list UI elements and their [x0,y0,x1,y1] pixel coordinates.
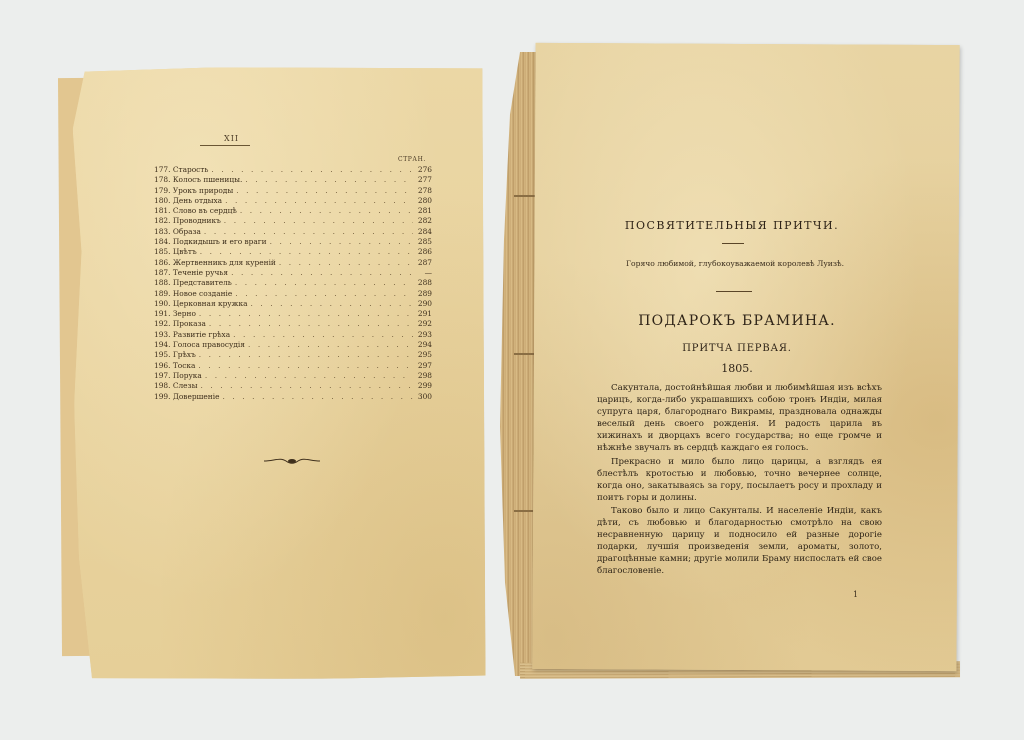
toc-entry: 193. Развитіе грѣха . . . 293 [154,330,432,340]
toc-entry: 199. Довершеніе . . . 300 [154,392,432,402]
toc-entry: 181. Слово въ сердцѣ . . . 281 [154,206,432,216]
left-header-rule [200,145,250,146]
toc-entry: 185. Цвѣтъ . . . 286 [154,247,432,257]
page-number: 1 [853,590,859,599]
story-title: ПОДАРОКЪ БРАМИНА. [638,313,836,329]
toc-entry: 184. Подкидышъ и его враги . . . 285 [154,237,432,247]
dedication-line: Горячо любимой, глубокоуважаемой королевѣ Луизѣ. [626,259,844,268]
toc-entry: 191. Зерно . . . 291 [154,309,432,319]
story-subtitle: ПРИТЧА ПЕРВАЯ. [682,343,792,354]
toc-entry: 197. Порука . . . 298 [154,371,432,381]
body-paragraph: Сакунтала, достойнѣйшая любви и любимѣйшая изъ всѣхъ царицъ, когда-либо украшавшихъ собою тронъ Индіи, милая супруга царя, благороднаго Викрамы, праздновала однажды веселый день своего рожденія. И радость царила въ хижинахъ и дворцахъ всего государства; но еще громче и нѣжнѣе звучалъ въ сердцѣ каждаго ея голосъ. [597,383,882,454]
body-paragraph: Прекрасно и мило было лицо царицы, а взглядъ ея блестѣлъ кротостью и любовью, точно вечернее солнце, когда оно, закатываясь за гору, посылаетъ росу и прохладу и поитъ горы и долины. [597,456,882,503]
toc-entry: 178. Колосъ пшеницы. . . . 277 [154,175,432,185]
toc-entry: 189. Новое созданіе . . . 289 [154,289,432,299]
toc-entry: 177. Старость . . . 276 [154,165,432,175]
toc-entry: 187. Теченіе ручья . . . — [154,268,432,278]
toc-entry: 194. Голоса правосудія . . . 294 [154,340,432,350]
story-body [597,382,882,579]
toc-entry: 196. Тоска . . . 297 [154,361,432,371]
toc-entry: 182. Проводникъ . . . 282 [154,216,432,226]
dedication-title: ПОСВЯТИТЕЛЬНЫЯ ПРИТЧИ. [624,219,840,232]
toc-entry: 190. Церковная кружка . . . 290 [154,299,432,309]
ornament-divider-icon [262,456,322,466]
toc-entry: 180. День отдыха . . . 280 [154,196,432,206]
title-rule [722,243,744,244]
toc-page-column-label: СТРАН. [398,156,426,163]
toc-entry: 198. Слезы . . . 299 [154,381,432,391]
toc-entry: 192. Проказа . . . 292 [154,319,432,329]
toc-entry: 183. Образа . . . 284 [154,227,432,237]
toc-entry: 179. Урокъ природы . . . 278 [154,186,432,196]
left-page-header: XII [224,134,240,143]
table-of-contents [154,165,432,402]
toc-entry: 195. Грѣхъ . . . 295 [154,350,432,360]
toc-entry: 188. Представитель . . . 288 [154,278,432,288]
section-rule [716,291,752,292]
story-year: 1805. [721,362,753,375]
toc-entry: 186. Жертвенникъ для куреній . . . 287 [154,258,432,268]
body-paragraph: Таково было и лицо Сакунталы. И населеніе Индіи, какъ дѣти, съ любовью и благодарностью смотрѣло на свою несравненную царицу и подносило ей разные дорогіе подарки, лучшія произведенія земли, ароматы, золото, драгоцѣнные камни; другіе молили Браму ниспослать ей свое благословеніе. [597,505,882,577]
